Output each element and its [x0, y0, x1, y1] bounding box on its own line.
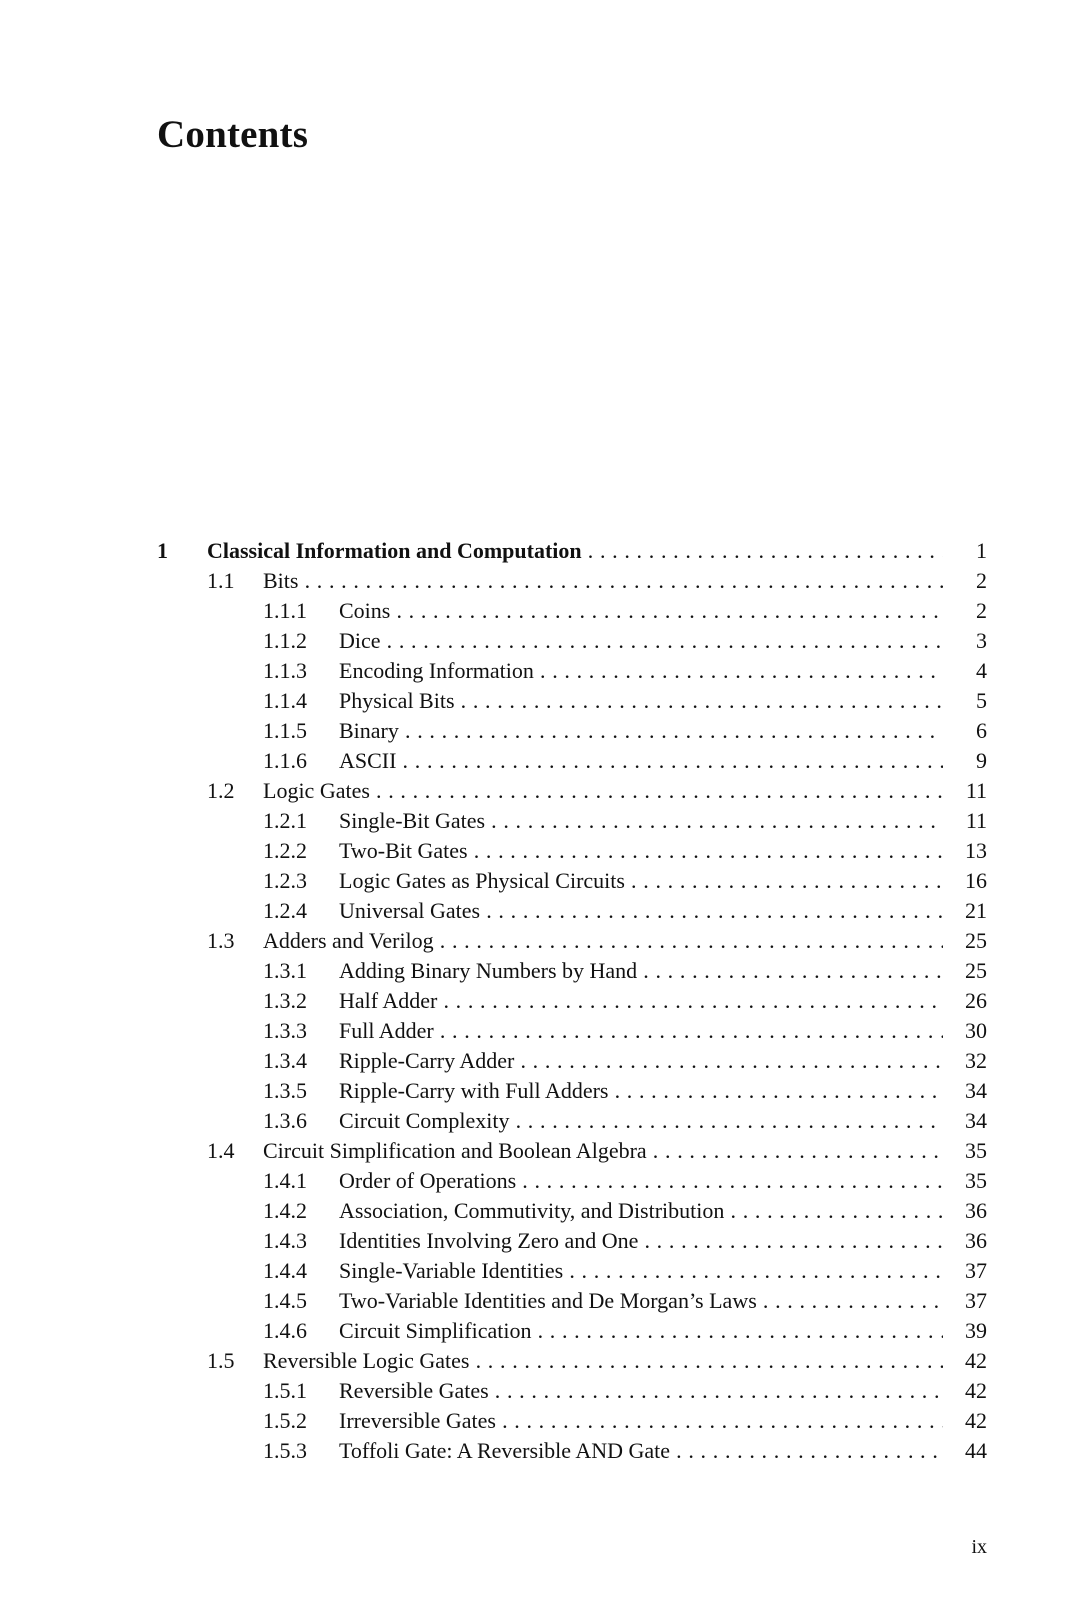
toc-entry-number: 1.3.5 — [263, 1078, 307, 1103]
toc-entry[interactable] — [0, 1317, 1080, 1345]
toc-entry-title: Bits — [263, 568, 299, 593]
toc-entry-leader — [339, 597, 943, 625]
toc-entry[interactable] — [0, 627, 1080, 655]
toc-entry[interactable] — [0, 777, 1080, 805]
toc-entry[interactable] — [0, 867, 1080, 895]
toc-entry-title: Reversible Gates — [339, 1378, 489, 1403]
toc-entry[interactable] — [0, 1197, 1080, 1225]
toc-entry-title: Logic Gates as Physical Circuits — [339, 868, 625, 893]
toc-entry-number: 1.1 — [207, 568, 235, 593]
toc-entry-number: 1.1.2 — [263, 628, 307, 653]
toc-entry-title: Logic Gates — [263, 778, 370, 803]
toc-entry-number: 1.4.6 — [263, 1318, 307, 1343]
toc-entry-leader — [339, 747, 943, 775]
toc-entry-page: 25 — [965, 928, 987, 953]
toc-entry-page: 25 — [965, 958, 987, 983]
toc-entry-number: 1.5.3 — [263, 1438, 307, 1463]
toc-entry-number: 1.1.4 — [263, 688, 307, 713]
toc-entry-leader — [339, 1317, 943, 1345]
toc-entry-page: 13 — [965, 838, 987, 863]
toc-entry-leader — [207, 537, 943, 565]
toc-entry-page: 37 — [965, 1288, 987, 1313]
toc-entry-page: 36 — [965, 1228, 987, 1253]
toc-entry-page: 34 — [965, 1078, 987, 1103]
toc-entry-page: 9 — [976, 748, 987, 773]
toc-entry-title: Identities Involving Zero and One — [339, 1228, 639, 1253]
toc-entry[interactable] — [0, 687, 1080, 715]
toc-entry-title: Universal Gates — [339, 898, 481, 923]
toc-entry-number: 1.4.2 — [263, 1198, 307, 1223]
toc-entry-leader — [339, 687, 943, 715]
toc-entry-title: Order of Operations — [339, 1168, 517, 1193]
toc-entry-page: 36 — [965, 1198, 987, 1223]
toc-entry-leader — [339, 1167, 943, 1195]
toc-entry[interactable] — [0, 1047, 1080, 1075]
toc-entry-number: 1.5 — [207, 1348, 235, 1373]
toc-entry[interactable] — [0, 1257, 1080, 1285]
toc-entry-number: 1.1.6 — [263, 748, 307, 773]
toc-entry[interactable] — [0, 1107, 1080, 1135]
toc-entry[interactable] — [0, 807, 1080, 835]
toc-entry-title: Association, Commutivity, and Distribution — [339, 1198, 725, 1223]
toc-entry-page: 35 — [965, 1138, 987, 1163]
toc-entry-page: 37 — [965, 1258, 987, 1283]
toc-entry-leader — [263, 1347, 943, 1375]
toc-entry-number: 1.3.1 — [263, 958, 307, 983]
toc-entry-title: Physical Bits — [339, 688, 455, 713]
toc-entry-title: ASCII — [339, 748, 397, 773]
toc-entry-title: Dice — [339, 628, 381, 653]
toc-entry-leader — [263, 927, 943, 955]
toc-entry-leader — [263, 567, 943, 595]
toc-entry-page: 1 — [976, 538, 987, 563]
toc-entry[interactable] — [0, 717, 1080, 745]
toc-entry-title: Reversible Logic Gates — [263, 1348, 470, 1373]
toc-entry[interactable] — [0, 747, 1080, 775]
toc-entry-leader — [339, 867, 943, 895]
toc-entry-page: 42 — [965, 1408, 987, 1433]
toc-entry[interactable] — [0, 657, 1080, 685]
toc-entry-page: 44 — [965, 1438, 987, 1463]
toc-entry-leader — [339, 717, 943, 745]
toc-entry-leader — [339, 1257, 943, 1285]
toc-entry-title: Ripple-Carry Adder — [339, 1048, 515, 1073]
toc-entry-leader — [339, 837, 943, 865]
toc-entry[interactable] — [0, 567, 1080, 595]
toc-entry[interactable] — [0, 1137, 1080, 1165]
toc-entry-page: 26 — [965, 988, 987, 1013]
toc-entry-number: 1.3.4 — [263, 1048, 307, 1073]
toc-entry-page: 4 — [976, 658, 987, 683]
toc-entry-page: 21 — [965, 898, 987, 923]
toc-entry[interactable] — [0, 1437, 1080, 1465]
page-title: Contents — [157, 113, 309, 156]
toc-entry-title: Adders and Verilog — [263, 928, 434, 953]
toc-entry-page: 5 — [976, 688, 987, 713]
page-number: ix — [971, 1536, 987, 1558]
toc-entry-leader — [339, 987, 943, 1015]
toc-entry-number: 1.3.3 — [263, 1018, 307, 1043]
toc-entry-page: 42 — [965, 1348, 987, 1373]
toc-entry-page: 3 — [976, 628, 987, 653]
toc-entry[interactable] — [0, 1347, 1080, 1375]
toc-entry-page: 42 — [965, 1378, 987, 1403]
toc-entry-title: Classical Information and Computation — [207, 538, 582, 563]
toc-entry-page: 32 — [965, 1048, 987, 1073]
toc-entry-number: 1.2.4 — [263, 898, 307, 923]
toc-entry-leader — [339, 897, 943, 925]
toc-entry-title: Encoding Information — [339, 658, 534, 683]
toc-entry-leader — [339, 1107, 943, 1135]
toc-entry-number: 1.1.1 — [263, 598, 307, 623]
toc-entry-number: 1.1.3 — [263, 658, 307, 683]
toc-entry-number: 1.3 — [207, 928, 235, 953]
toc-entry-page: 11 — [965, 778, 987, 803]
toc-entry[interactable] — [0, 1287, 1080, 1315]
toc-entry-page: 11 — [965, 808, 987, 833]
toc-entry-leader — [263, 777, 943, 805]
toc-entry-leader — [339, 1017, 943, 1045]
toc-entry-leader — [339, 1377, 943, 1405]
toc-entry-leader — [339, 1077, 943, 1105]
toc-entry-number: 1.5.1 — [263, 1378, 307, 1403]
toc-entry[interactable] — [0, 837, 1080, 865]
toc-entry-title: Adding Binary Numbers by Hand — [339, 958, 638, 983]
toc-entry-title: Circuit Simplification — [339, 1318, 532, 1343]
toc-entry-leader — [339, 1197, 943, 1225]
toc-entry[interactable] — [0, 927, 1080, 955]
toc-entry-number: 1.4.5 — [263, 1288, 307, 1313]
toc-entry-leader — [339, 1287, 943, 1315]
toc-entry-title: Full Adder — [339, 1018, 434, 1043]
toc-entry-leader — [339, 657, 943, 685]
toc-entry-page: 2 — [976, 598, 987, 623]
toc-entry-page: 30 — [965, 1018, 987, 1043]
toc-entry-number: 1.3.6 — [263, 1108, 307, 1133]
toc-entry-number: 1.4.1 — [263, 1168, 307, 1193]
toc-entry-leader — [339, 1407, 943, 1435]
toc-entry[interactable] — [0, 537, 1080, 565]
toc-entry-page: 6 — [976, 718, 987, 743]
toc-entry-leader — [263, 1137, 943, 1165]
toc-entry-leader — [339, 1227, 943, 1255]
toc-entry-leader — [339, 807, 943, 835]
toc-entry-title: Irreversible Gates — [339, 1408, 496, 1433]
toc-entry-title: Two-Variable Identities and De Morgan’s Laws — [339, 1288, 757, 1313]
toc-entry-leader — [339, 1437, 943, 1465]
toc-entry-title: Half Adder — [339, 988, 438, 1013]
toc-entry-number: 1.2.2 — [263, 838, 307, 863]
toc-entry-title: Ripple-Carry with Full Adders — [339, 1078, 609, 1103]
toc-entry-leader — [339, 1047, 943, 1075]
toc-entry[interactable] — [0, 597, 1080, 625]
toc-entry-number: 1.2.3 — [263, 868, 307, 893]
toc-entry-page: 16 — [965, 868, 987, 893]
toc-entry-leader — [339, 627, 943, 655]
toc-entry[interactable] — [0, 1077, 1080, 1105]
toc-entry[interactable] — [0, 1377, 1080, 1405]
toc-entry-page: 34 — [965, 1108, 987, 1133]
toc-entry-title: Coins — [339, 598, 391, 623]
toc-entry-title: Single-Bit Gates — [339, 808, 486, 833]
toc-entry-page: 2 — [976, 568, 987, 593]
toc-entry-number: 1.2.1 — [263, 808, 307, 833]
toc-entry[interactable] — [0, 987, 1080, 1015]
toc-entry-number: 1.5.2 — [263, 1408, 307, 1433]
toc-entry-title: Toffoli Gate: A Reversible AND Gate — [339, 1438, 671, 1463]
toc-entry-title: Two-Bit Gates — [339, 838, 468, 863]
toc-entry[interactable] — [0, 957, 1080, 985]
toc-entry-title: Circuit Simplification and Boolean Algebra — [263, 1138, 647, 1163]
toc-entry-number: 1.1.5 — [263, 718, 307, 743]
toc-entry-number: 1.4.3 — [263, 1228, 307, 1253]
toc-entry-page: 35 — [965, 1168, 987, 1193]
toc-entry-number: 1.3.2 — [263, 988, 307, 1013]
toc-entry[interactable] — [0, 1227, 1080, 1255]
toc-entry-number: 1 — [157, 538, 168, 563]
toc-entry-page: 39 — [965, 1318, 987, 1343]
toc-entry-title: Binary — [339, 718, 399, 743]
toc-entry-title: Single-Variable Identities — [339, 1258, 564, 1283]
toc-entry[interactable] — [0, 897, 1080, 925]
toc-entry-number: 1.4 — [207, 1138, 235, 1163]
toc-entry[interactable] — [0, 1407, 1080, 1435]
toc-entry-number: 1.2 — [207, 778, 235, 803]
toc-entry-number: 1.4.4 — [263, 1258, 307, 1283]
toc-entry[interactable] — [0, 1167, 1080, 1195]
toc-entry-leader — [339, 957, 943, 985]
toc-entry-title: Circuit Complexity — [339, 1108, 510, 1133]
toc-entry[interactable] — [0, 1017, 1080, 1045]
